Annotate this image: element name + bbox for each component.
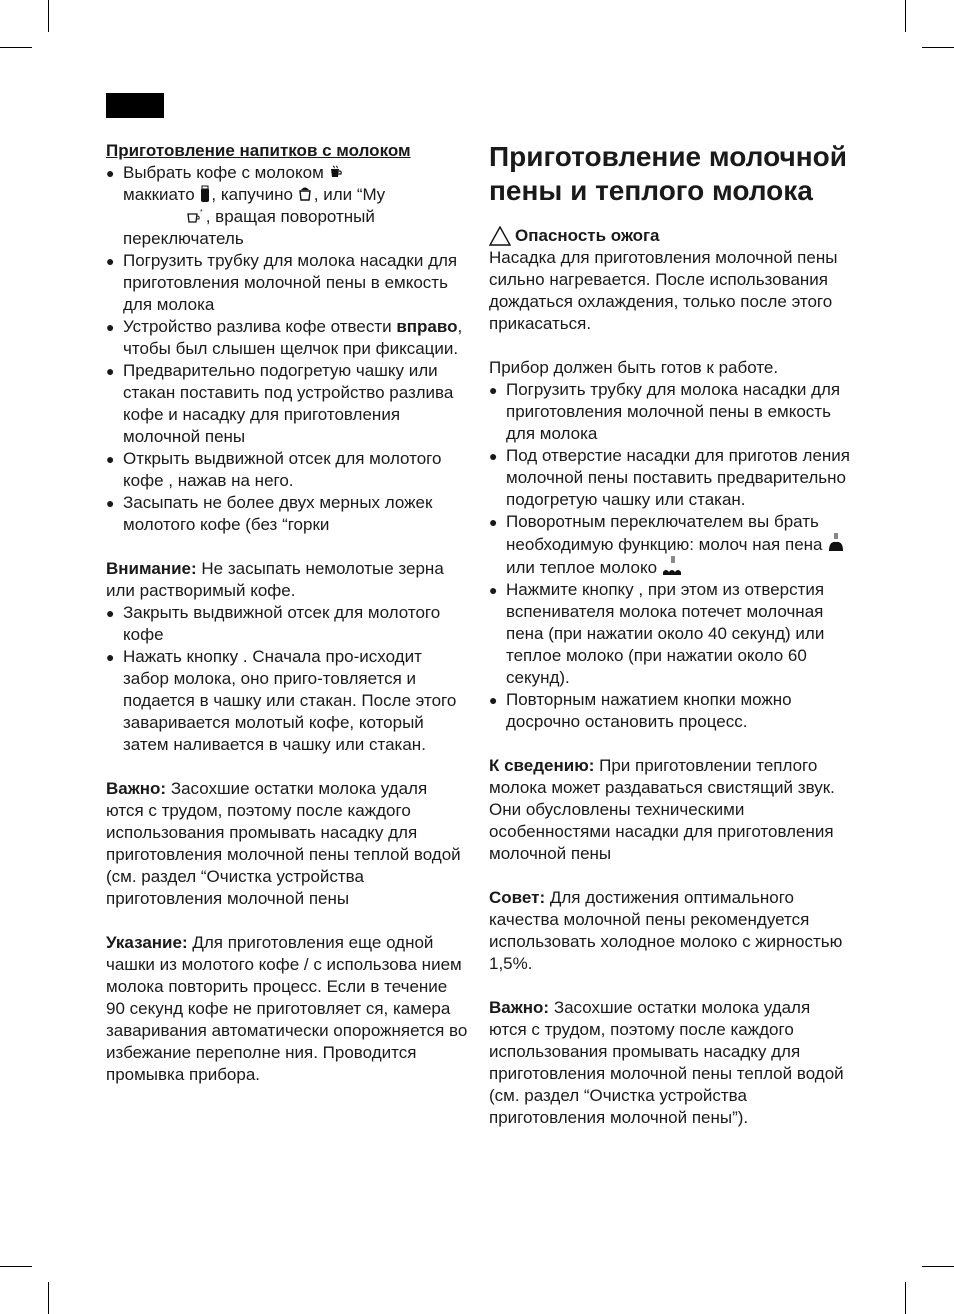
important-text: Засохшие остатки молока удаля ются с трудом, поэтому после каждого использования промывать насадку для приготовления молочной пены теплой водой (см. раздел “Очистка устройства приготовления молочной пены”). xyxy=(489,998,844,1127)
item-text: , вращая поворотный xyxy=(205,207,375,226)
list-item: ● Нажать кнопку . Сначала про-исходит забор молока, оно приго-товляется и подается в чашку или стакан. После этого заваривается молотый кофе, который затем наливается в чашку или стакан. xyxy=(106,646,468,756)
svg-text:*: * xyxy=(199,209,203,216)
crop-mark xyxy=(48,0,49,32)
tip-paragraph xyxy=(489,887,851,975)
steps-list-1 xyxy=(106,162,468,536)
info-paragraph xyxy=(489,755,851,865)
note-text: Для приготовления еще одной чашки из молотого кофе / с использова нием молока повторить процесс. Если в течение 90 секунд кофе не приготовляет ся, камера заваривания автоматически опорожняется во избежание переполне ния. Проводится промывка прибора. xyxy=(106,933,468,1084)
list-item: ● Закрыть выдвижной отсек для молотого кофе xyxy=(106,602,468,646)
ready-text: Прибор должен быть готов к работе. xyxy=(489,358,779,377)
crop-mark xyxy=(0,1266,32,1267)
steps-list-2 xyxy=(106,602,468,756)
danger-heading xyxy=(489,225,851,247)
page-title: Приготовление молочной пены и теплого молока xyxy=(489,141,847,206)
list-item: ● Открыть выдвижной отсек для молотого кофе , нажав на него. xyxy=(106,448,468,492)
list-item: ● Повторным нажатием кнопки можно досрочно остановить процесс. xyxy=(489,689,851,733)
tip-label: Совет: xyxy=(489,888,546,907)
item-text: или теплое молоко xyxy=(506,558,658,577)
important-label: Важно: xyxy=(489,998,550,1017)
item-text: маккиато xyxy=(123,185,195,204)
list-item xyxy=(106,316,468,360)
warning-triangle-icon xyxy=(489,226,511,246)
list-item xyxy=(489,511,851,579)
list-item: ● Под отверстие насадки для приготов ления молочной пены поставить предварительно подогретую чашку или стакан. xyxy=(489,445,851,511)
crop-mark xyxy=(48,1282,49,1314)
info-label: К сведению: xyxy=(489,756,595,775)
info-text: При приготовлении теплого молока может раздаваться свистящий звук. Они обусловлены техническими особенностями насадки для приготовления молочной пены xyxy=(489,756,835,863)
right-column xyxy=(489,140,851,1129)
important-paragraph xyxy=(106,778,468,910)
attention-paragraph xyxy=(106,558,468,602)
item-text: Устройство разлива кофе отвести xyxy=(123,317,397,336)
attention-label: Внимание: xyxy=(106,559,197,578)
my-coffee-cup-icon xyxy=(186,209,206,225)
important-text: Засохшие остатки молока удаля ются с трудом, поэтому после каждого использования промывать насадку для приготовления молочной пены теплой водой (см. раздел “Очистка устройства приготовления молочной пены xyxy=(106,779,461,908)
attention-text: Не засыпать немолотые зерна или растворимый кофе. xyxy=(106,559,444,600)
item-text: , капучино xyxy=(211,185,294,204)
macchiato-glass-icon xyxy=(199,185,211,203)
item-text: Поворотным переключателем вы брать необходимую функцию: молоч ная пена xyxy=(506,512,823,554)
crop-mark xyxy=(922,1266,954,1267)
crop-mark xyxy=(922,47,954,48)
item-text: Выбрать кофе с молоком xyxy=(123,163,324,182)
tip-text: Для достижения оптимального качества молочной пены рекомендуется использовать холодное молоко с жирностью 1,5%. xyxy=(489,888,843,973)
crop-mark xyxy=(0,47,32,48)
list-item: ● Нажмите кнопку , при этом из отверстия вспенивателя молока потечет молочная пена (при нажатии около 40 секунд) или теплое молоко (при нажатии около 60 секунд). xyxy=(489,579,851,689)
item-text: , или “My xyxy=(313,185,386,204)
list-item: ● Погрузить трубку для молока насадки для приготовления молочной пены в емкость для молока xyxy=(106,250,468,316)
latte-cup-icon xyxy=(329,165,343,181)
crop-mark xyxy=(905,0,906,32)
danger-text: Насадка для приготовления молочной пены сильно нагревается. После использования дождаться охлаждения, только после этого прикасаться. xyxy=(489,248,838,333)
list-item: ● Погрузить трубку для молока насадки для приготовления молочной пены в емкость для молока xyxy=(489,379,851,445)
list-item xyxy=(106,162,468,250)
warm-milk-icon xyxy=(662,556,684,576)
left-column xyxy=(106,140,468,1086)
important-paragraph xyxy=(489,997,851,1129)
crop-mark xyxy=(905,1282,906,1314)
cappuccino-cup-icon xyxy=(298,185,314,203)
item-text: переключатель xyxy=(123,229,244,248)
section-title: Приготовление напитков с молоком xyxy=(106,141,411,160)
item-text: , чтобы был слышен щелчок при фиксации. xyxy=(123,317,463,358)
list-item: ● Предварительно подогретую чашку или стакан поставить под устройство разлива кофе и насадку для приготовления молочной пены xyxy=(106,360,468,448)
milk-foam-icon xyxy=(827,533,845,553)
language-tab xyxy=(106,93,164,118)
note-label: Указание: xyxy=(106,933,188,952)
important-label: Важно: xyxy=(106,779,167,798)
note-paragraph xyxy=(106,932,468,1086)
item-text-bold: вправо xyxy=(396,317,458,336)
list-item: ● Засыпать не более двух мерных ложек молотого кофе (без “горки xyxy=(106,492,468,536)
danger-label: Опасность ожога xyxy=(515,226,660,245)
milk-steps-list xyxy=(489,379,851,733)
